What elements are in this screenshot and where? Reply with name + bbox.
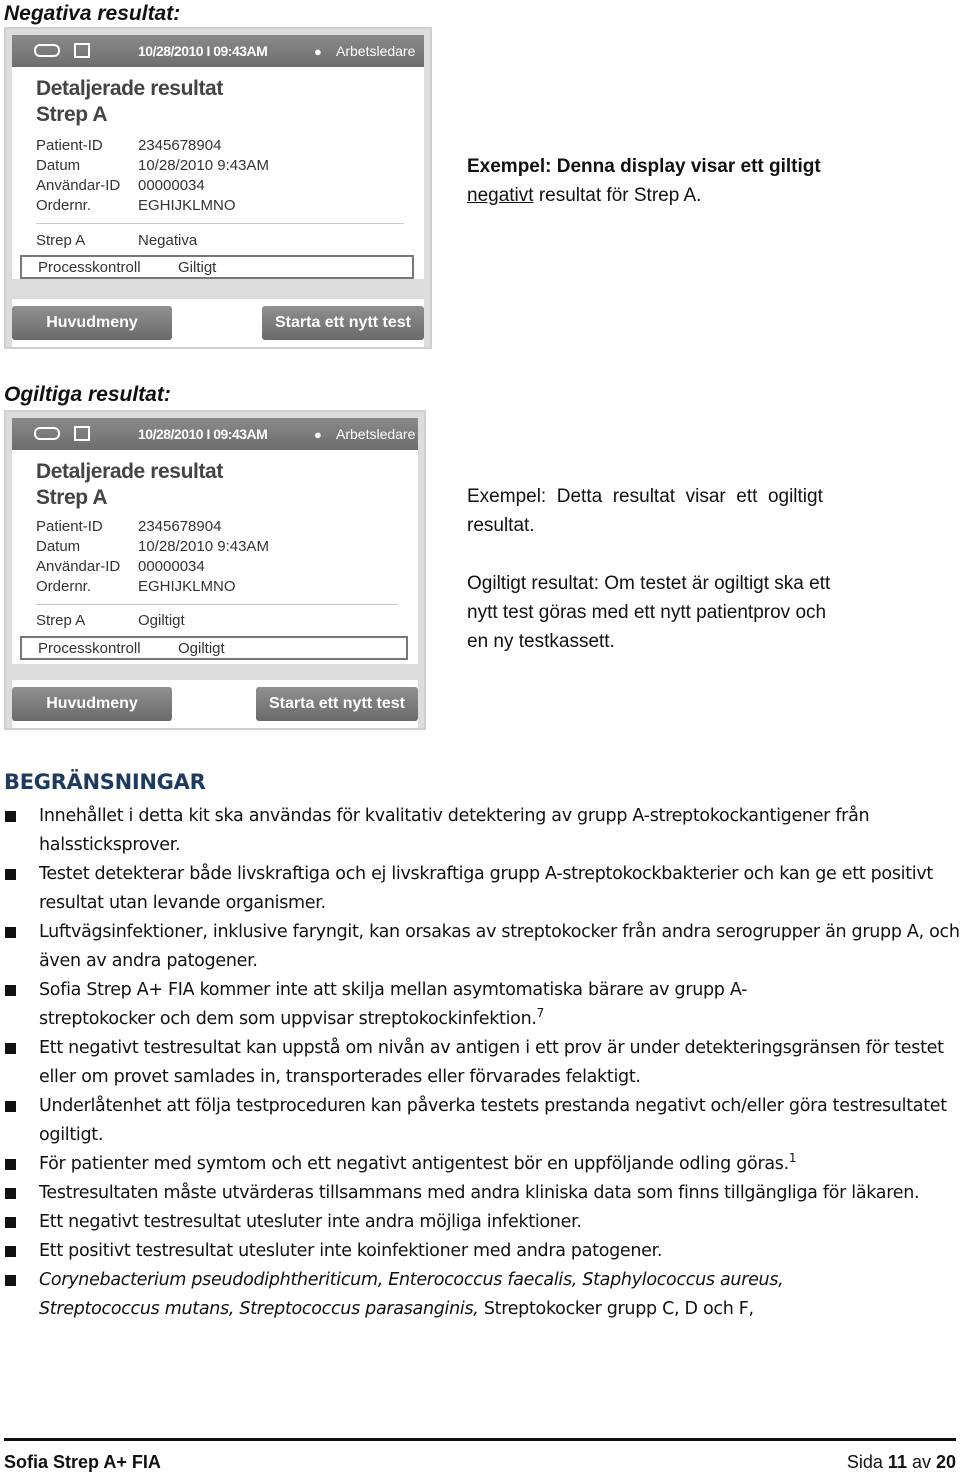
start-new-test-button[interactable]: Starta ett nytt test xyxy=(256,687,418,721)
user-icon: ● xyxy=(314,427,322,442)
info-label: Användar-ID xyxy=(36,558,121,575)
page-mid: av xyxy=(906,1452,936,1472)
bullet-icon xyxy=(5,811,16,822)
bullet-icon xyxy=(5,985,16,996)
limitations-heading: BEGRÄNSNINGAR xyxy=(4,770,206,794)
battery-icon xyxy=(34,44,60,57)
bullet-icon xyxy=(5,1246,16,1257)
limitation-text: Underlåtenhet att följa testproceduren kan påverka testets prestanda negativt och/eller göra testresultatet ogiltigt. xyxy=(39,1096,947,1145)
control-value: Giltigt xyxy=(178,259,217,276)
bullet-icon xyxy=(5,1043,16,1054)
limitations-list xyxy=(0,802,960,1324)
process-control-box xyxy=(20,636,408,660)
device-status-bar xyxy=(12,35,424,67)
list-item xyxy=(0,1237,960,1266)
device-content xyxy=(12,450,418,664)
limitation-text: Testet detekterar både livskraftiga och ej livskraftiga grupp A-streptokockbakterier och kan ge ett positivt resultat utan levande organismer. xyxy=(39,864,933,913)
device-role: Arbetsledare xyxy=(336,43,416,59)
device-status-bar xyxy=(12,418,418,450)
list-item xyxy=(0,1034,960,1092)
invalid-result-label: Ogiltigt resultat: xyxy=(467,573,599,594)
total-pages: 20 xyxy=(935,1452,956,1472)
divider xyxy=(36,604,398,605)
device-datetime: 10/28/2010 I 09:43AM xyxy=(138,426,268,442)
bullet-icon xyxy=(5,1101,16,1112)
info-label: Patient-ID xyxy=(36,518,103,535)
info-label: Datum xyxy=(36,538,81,555)
bullet-icon xyxy=(5,1159,16,1170)
info-label: Ordernr. xyxy=(36,578,92,595)
info-value: 10/28/2010 9:43AM xyxy=(138,157,269,174)
limitation-text: Testresultaten måste utvärderas tillsammans med andra kliniska data som finns tillgängliga för läkaren. xyxy=(39,1183,920,1203)
invalid-results-heading: Ogiltiga resultat: xyxy=(4,383,171,406)
test-name: Strep A xyxy=(36,486,108,509)
footer-page-number xyxy=(847,1452,956,1473)
limitation-text: Streptokocker grupp C, D och F, xyxy=(478,1299,754,1319)
list-item xyxy=(0,1150,960,1179)
footer-divider xyxy=(4,1438,956,1441)
negative-results-heading: Negativa resultat: xyxy=(4,2,181,25)
example-underlined: negativt xyxy=(467,185,534,206)
info-value: EGHIJKLMNO xyxy=(138,197,236,214)
result-value: Ogiltigt xyxy=(138,612,185,629)
limitation-text: Innehållet i detta kit ska användas för kvalitativ detektering av grupp A-streptokockantigener från halssticksprover. xyxy=(39,806,870,855)
device-screenshot-invalid xyxy=(4,410,426,730)
invalid-result-text: en ny testkassett. xyxy=(467,631,615,652)
bullet-icon xyxy=(5,1275,16,1286)
device-role: Arbetsledare xyxy=(336,426,416,442)
battery-icon xyxy=(34,427,60,440)
info-value: 00000034 xyxy=(138,558,205,575)
limitation-text: Ett negativt testresultat kan uppstå om nivån av antigen i ett prov är under detekteringsgränsen för testet eller om provet samlades in, transporterades eller förvarades felaktigt. xyxy=(39,1038,944,1087)
device-button-bar xyxy=(12,680,418,728)
bullet-icon xyxy=(5,1188,16,1199)
control-label: Processkontroll xyxy=(38,259,141,276)
device-content xyxy=(12,67,424,279)
example-line: resultat. xyxy=(467,515,535,536)
info-label: Användar-ID xyxy=(36,177,121,194)
bullet-icon xyxy=(5,927,16,938)
info-label: Ordernr. xyxy=(36,197,92,214)
result-value: Negativa xyxy=(138,232,198,249)
limitation-text: Luftvägsinfektioner, inklusive faryngit, kan orsakas av streptokocker från andra serogrupper än grupp A, och även av andra patogener. xyxy=(39,922,960,971)
list-item xyxy=(0,802,960,860)
info-value: 00000034 xyxy=(138,177,205,194)
limitation-text: Corynebacterium pseudodiphtheriticum, Enterococcus faecalis, Staphylococcus aureus, xyxy=(39,1270,784,1290)
info-label: Datum xyxy=(36,157,81,174)
card-icon xyxy=(74,426,90,441)
list-item xyxy=(0,1092,960,1150)
main-menu-button[interactable]: Huvudmeny xyxy=(12,306,172,340)
divider xyxy=(36,223,404,224)
bullet-icon xyxy=(5,1217,16,1228)
list-item xyxy=(0,1208,960,1237)
device-screenshot-negative xyxy=(4,27,432,349)
list-item xyxy=(0,1179,960,1208)
detail-title: Detaljerade resultat xyxy=(36,460,223,483)
control-label: Processkontroll xyxy=(38,640,141,657)
reference-number: 1 xyxy=(788,1151,797,1166)
info-label: Patient-ID xyxy=(36,137,103,154)
info-value: 10/28/2010 9:43AM xyxy=(138,538,269,555)
user-icon: ● xyxy=(314,44,322,59)
main-menu-button[interactable]: Huvudmeny xyxy=(12,687,172,721)
reference-number: 7 xyxy=(536,1006,544,1021)
example-line-rest: resultat för Strep A. xyxy=(533,185,702,206)
limitation-text: Streptococcus mutans, Streptococcus parasanginis, xyxy=(39,1299,479,1319)
device-datetime: 10/28/2010 I 09:43AM xyxy=(138,43,268,59)
limitation-text: För patienter med symtom och ett negativt antigentest bör en uppföljande odling göras. xyxy=(39,1154,789,1174)
invalid-result-text: Om testet är ogiltigt ska ett xyxy=(599,573,831,594)
example-negative-text xyxy=(467,152,821,210)
invalid-result-text: nytt test göras med ett nytt patientprov och xyxy=(467,602,827,623)
example-invalid-text xyxy=(467,482,907,656)
list-item xyxy=(0,918,960,976)
limitation-text: Ett positivt testresultat utesluter inte koinfektioner med andra patogener. xyxy=(39,1241,663,1261)
limitation-text: streptokocker och dem som uppvisar streptokockinfektion. xyxy=(39,1009,537,1029)
info-value: 2345678904 xyxy=(138,518,222,535)
current-page: 11 xyxy=(887,1452,907,1472)
start-new-test-button[interactable]: Starta ett nytt test xyxy=(262,306,424,340)
control-value: Ogiltigt xyxy=(178,640,225,657)
list-item xyxy=(0,1266,960,1324)
list-item xyxy=(0,860,960,918)
detail-title: Detaljerade resultat xyxy=(36,77,223,100)
limitation-text: Ett negativt testresultat utesluter inte andra möjliga infektioner. xyxy=(39,1212,582,1232)
footer-product-name: Sofia Strep A+ FIA xyxy=(4,1452,161,1472)
bullet-icon xyxy=(5,869,16,880)
process-control-box xyxy=(20,255,414,279)
example-line: Exempel: Denna display visar ett giltigt xyxy=(467,156,821,177)
list-item xyxy=(0,976,960,1034)
device-button-bar xyxy=(12,299,424,347)
test-name: Strep A xyxy=(36,103,108,126)
card-icon xyxy=(74,43,90,58)
example-line: Exempel: Detta resultat visar ett ogiltigt xyxy=(467,486,823,507)
page-prefix: Sida xyxy=(846,1452,888,1472)
limitation-text: Sofia Strep A+ FIA kommer inte att skilja mellan asymtomatiska bärare av grupp A- xyxy=(39,980,748,1000)
result-label: Strep A xyxy=(36,232,86,249)
info-value: EGHIJKLMNO xyxy=(138,578,236,595)
info-value: 2345678904 xyxy=(138,137,222,154)
result-label: Strep A xyxy=(36,612,86,629)
